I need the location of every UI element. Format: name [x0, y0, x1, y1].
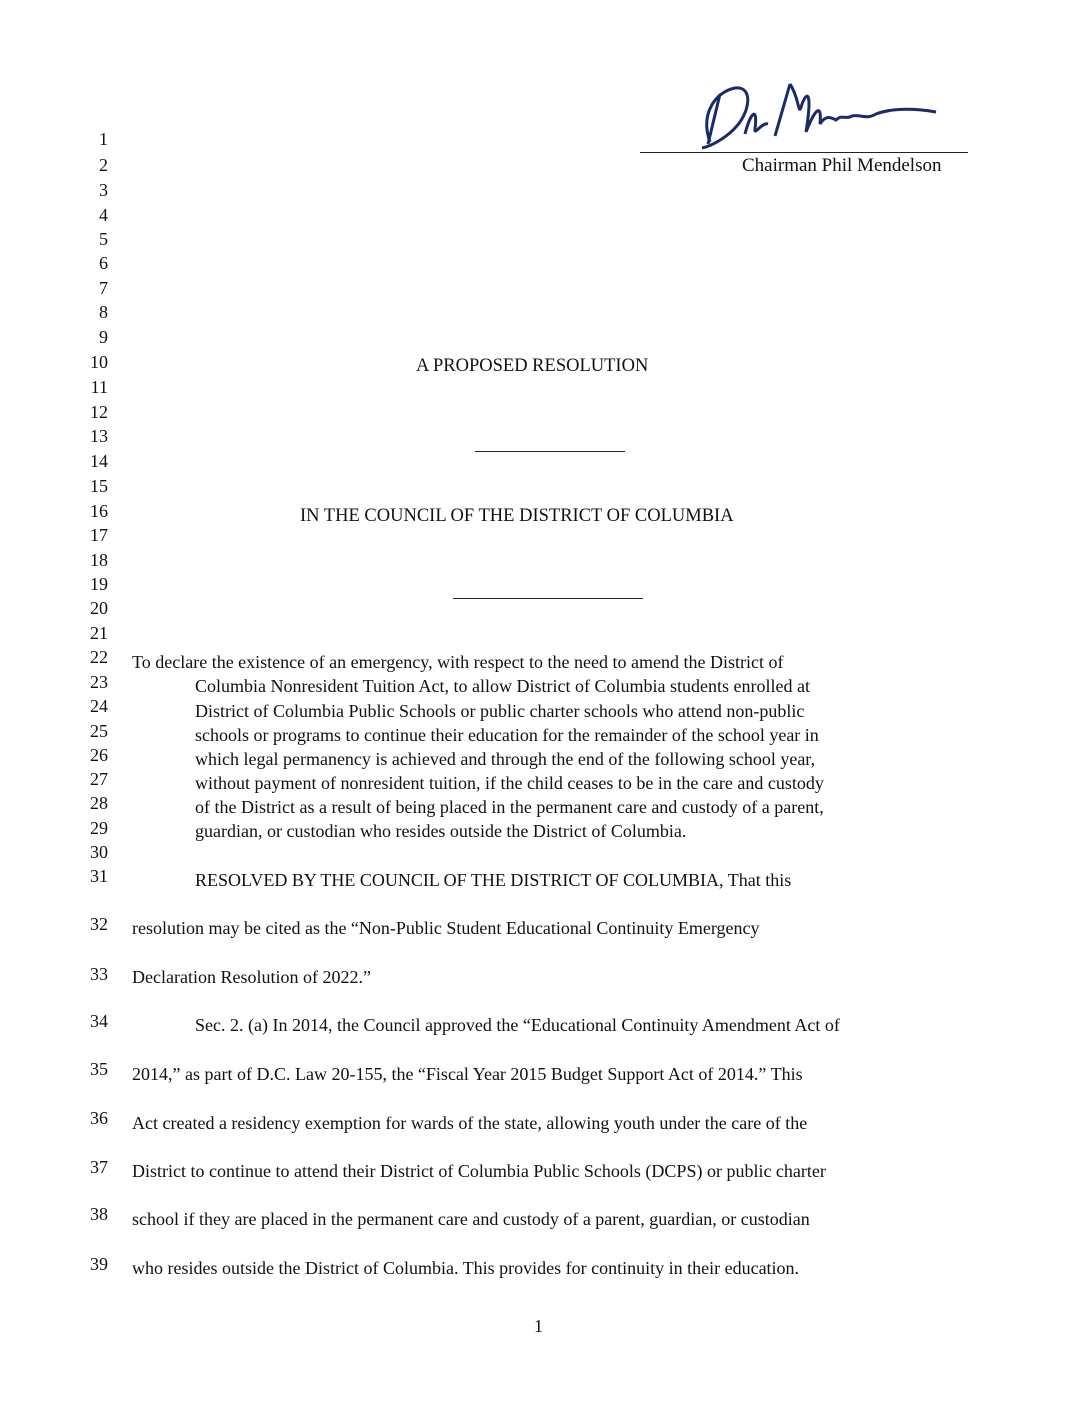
body-line: 2014,” as part of D.C. Law 20-155, the “Fiscal Year 2015 Budget Support Act of 2014.” This [132, 1064, 803, 1084]
purpose-line: Columbia Nonresident Tuition Act, to allow District of Columbia students enrolled at [195, 676, 810, 696]
title-divider [475, 451, 625, 452]
purpose-line: To declare the existence of an emergency, with respect to the need to amend the District of [132, 652, 784, 672]
council-divider [453, 598, 643, 599]
body-line: school if they are placed in the permanent care and custody of a parent, guardian, or custodian [132, 1209, 810, 1229]
purpose-line: without payment of nonresident tuition, if the child ceases to be in the care and custody [195, 773, 824, 793]
purpose-line: guardian, or custodian who resides outside the District of Columbia. [195, 821, 687, 841]
signature-image [640, 74, 940, 154]
line-number: 33 [90, 964, 108, 984]
purpose-line: which legal permanency is achieved and through the end of the following school year, [195, 749, 816, 769]
council-heading: IN THE COUNCIL OF THE DISTRICT OF COLUMBIA [300, 506, 734, 526]
line-number: 22 [90, 647, 108, 667]
signatory-name: Chairman Phil Mendelson [742, 155, 942, 176]
line-number: 13 [90, 426, 108, 446]
line-number: 31 [90, 866, 108, 886]
line-number: 38 [90, 1204, 108, 1224]
line-number: 18 [90, 550, 108, 570]
page-number: 1 [534, 1316, 543, 1336]
body-line: who resides outside the District of Columbia. This provides for continuity in their education. [132, 1258, 800, 1278]
line-number: 6 [99, 253, 108, 273]
line-number: 10 [90, 352, 108, 372]
line-number: 29 [90, 818, 108, 838]
line-number: 30 [90, 842, 108, 862]
line-number: 17 [90, 525, 108, 545]
line-number: 28 [90, 793, 108, 813]
line-number: 8 [99, 302, 108, 322]
line-number: 24 [90, 696, 108, 716]
line-number: 27 [90, 769, 108, 789]
line-number: 35 [90, 1059, 108, 1079]
line-number: 26 [90, 745, 108, 765]
line-number: 4 [99, 205, 108, 225]
line-number: 37 [90, 1157, 108, 1177]
body-line: Act created a residency exemption for wards of the state, allowing youth under the care of the [132, 1113, 808, 1133]
line-number: 14 [90, 451, 108, 471]
body-line: District to continue to attend their District of Columbia Public Schools (DCPS) or public charter [132, 1161, 826, 1181]
line-number: 1 [99, 129, 108, 149]
resolution-title: A PROPOSED RESOLUTION [416, 356, 649, 376]
body-line: resolution may be cited as the “Non-Public Student Educational Continuity Emergency [132, 918, 760, 938]
purpose-line: of the District as a result of being placed in the permanent care and custody of a parent, [195, 797, 824, 817]
line-number: 7 [99, 278, 108, 298]
line-number: 16 [90, 501, 108, 521]
line-number: 3 [99, 180, 108, 200]
line-number: 11 [90, 377, 108, 397]
purpose-line: District of Columbia Public Schools or public charter schools who attend non-public [195, 701, 805, 721]
line-number: 15 [90, 476, 108, 496]
line-number: 21 [90, 623, 108, 643]
body-line: RESOLVED BY THE COUNCIL OF THE DISTRICT OF COLUMBIA, That this [195, 870, 792, 890]
line-number: 5 [99, 229, 108, 249]
body-line: Sec. 2. (a) In 2014, the Council approved the “Educational Continuity Amendment Act of [195, 1015, 840, 1035]
line-number: 32 [90, 914, 108, 934]
line-number: 9 [99, 327, 108, 347]
line-number: 34 [90, 1011, 108, 1031]
line-number: 2 [99, 155, 108, 175]
purpose-line: schools or programs to continue their education for the remainder of the school year in [195, 725, 819, 745]
line-number: 25 [90, 721, 108, 741]
line-number: 39 [90, 1254, 108, 1274]
line-number: 12 [90, 402, 108, 422]
line-number: 23 [90, 672, 108, 692]
signature-line [640, 152, 968, 153]
line-number: 36 [90, 1108, 108, 1128]
body-line: Declaration Resolution of 2022.” [132, 967, 371, 987]
line-number: 20 [90, 598, 108, 618]
line-number: 19 [90, 574, 108, 594]
